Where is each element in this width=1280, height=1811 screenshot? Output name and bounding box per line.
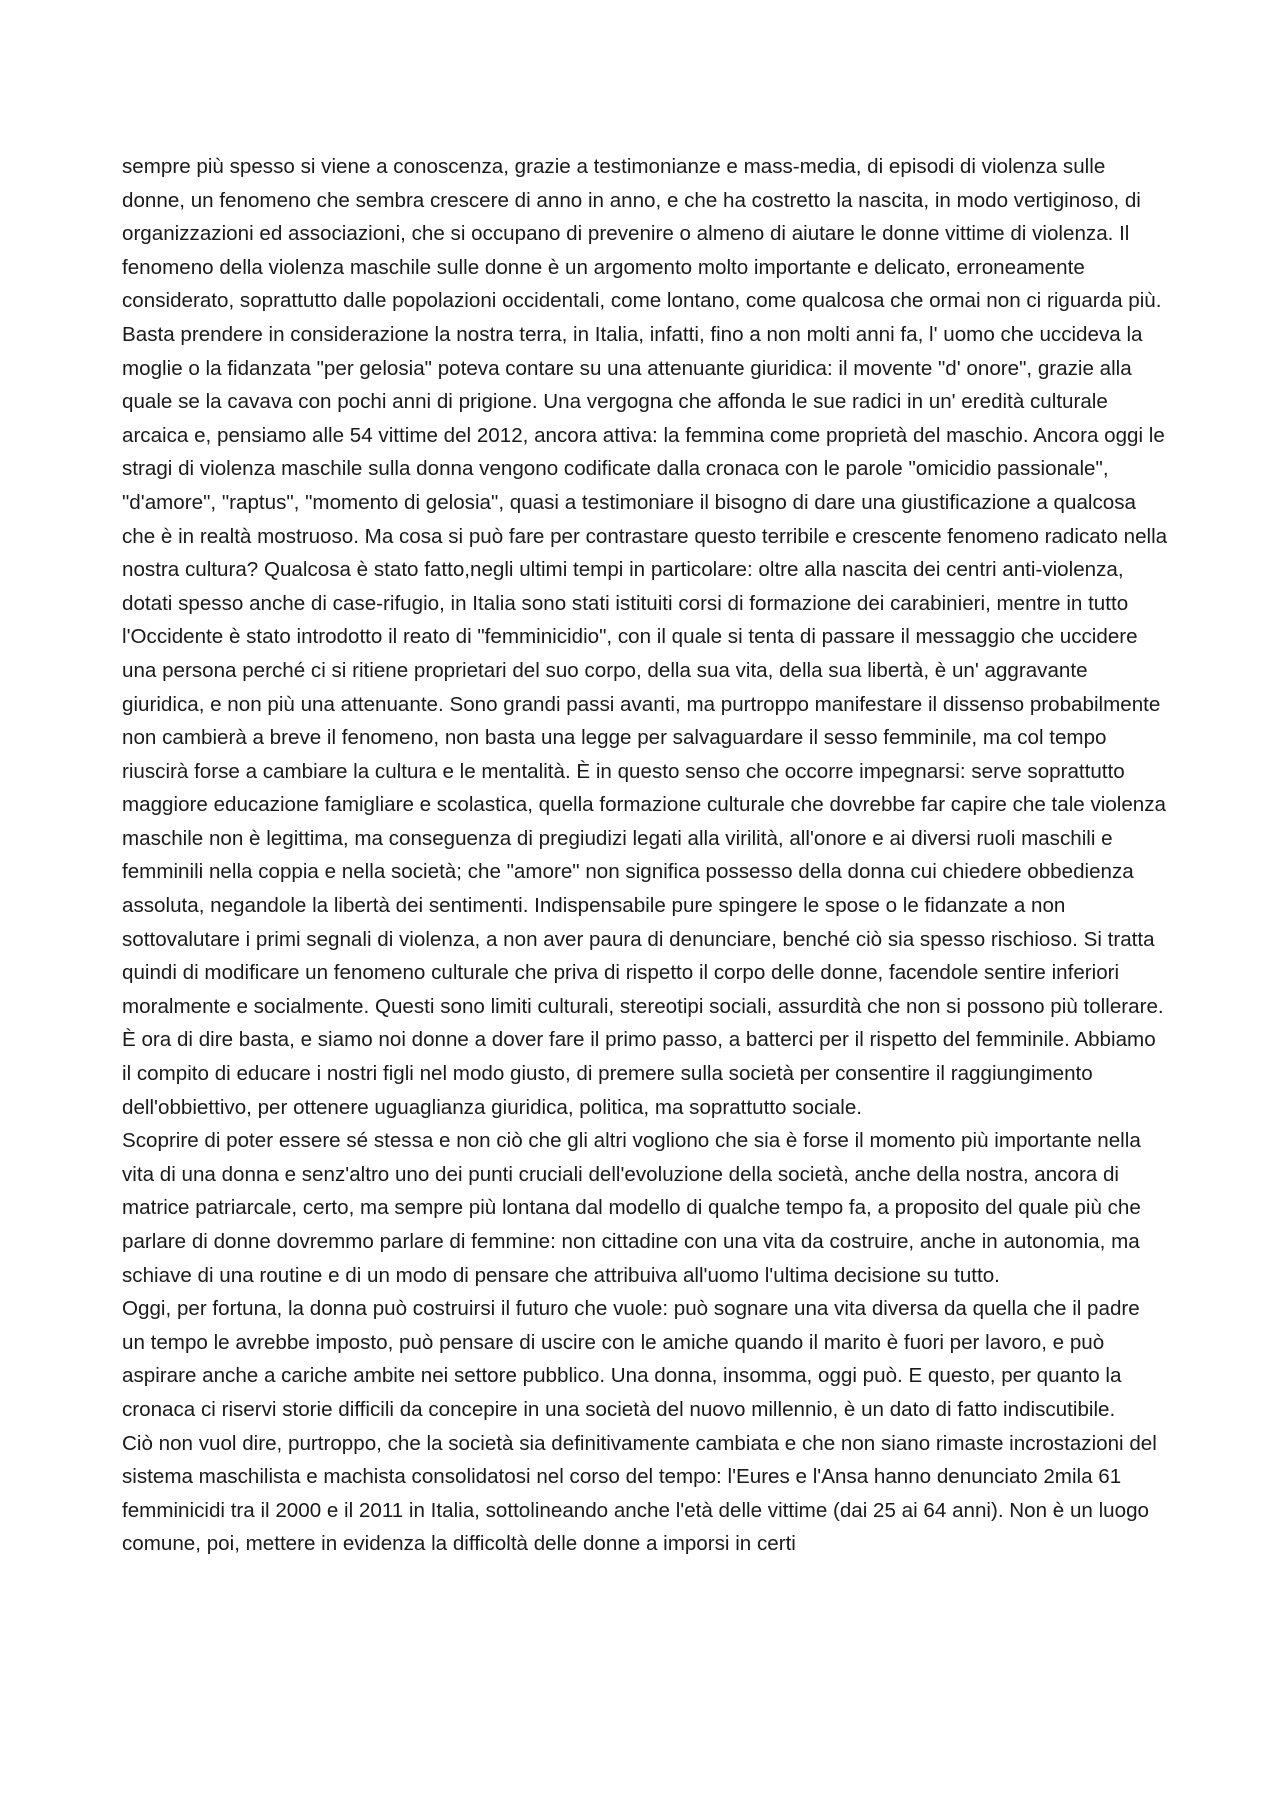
- document-body: [122, 150, 1168, 1561]
- paragraph-oggi-per-fortuna: Oggi, per fortuna, la donna può costruirsi il futuro che vuole: può sognare una vita diversa da quella che il padre un tempo le avrebbe imposto, può pensare di uscire con le amiche quando il marito è fuori per lavoro, e può aspirare anche a cariche ambite nei settore pubblico. Una donna, insomma, oggi può. E questo, per quanto la cronaca ci riservi storie difficili da concepire in una società del nuovo millennio, è un dato di fatto indiscutibile.: [122, 1297, 1140, 1421]
- paragraph-scoprire-se-stessa: Scoprire di poter essere sé stessa e non ciò che gli altri vogliono che sia è forse il momento più importante nella vita di una donna e senz'altro uno dei punti cruciali dell'evoluzione della società, anche della nostra, ancora di matrice patriarcale, certo, ma sempre più lontana dal modello di qualche tempo fa, a proposito del quale più che parlare di donne dovremmo parlare di femmine: non cittadine con una vita da costruire, anche in autonomia, ma schiave di una routine e di un modo di pensare che attribuiva all'uomo l'ultima decisione su tutto.: [122, 1129, 1141, 1287]
- paragraph-societa-non-cambiata: Ciò non vuol dire, purtroppo, che la società sia definitivamente cambiata e che non siano rimaste incrostazioni del sistema maschilista e machista consolidatosi nel corso del tempo: l'Eures e l'Ansa hanno denunciato 2mila 61 femminicidi tra il 2000 e il 2011 in Italia, sottolineando anche l'età delle vittime (dai 25 ai 64 anni). Non è un luogo comune, poi, mettere in evidenza la difficoltà delle donne a imporsi in certi: [122, 1431, 1157, 1556]
- paragraph-violenza-sulle-donne: sempre più spesso si viene a conoscenza, grazie a testimonianze e mass-media, di episodi di violenza sulle donne, un fenomeno che sembra crescere di anno in anno, e che ha costretto la nascita, in modo vertiginoso, di organizzazioni ed associazioni, che si occupano di prevenire o almeno di aiutare le donne vittime di violenza. Il fenomeno della violenza maschile sulle donne è un argomento molto importante e delicato, erroneamente considerato, soprattutto dalle popolazioni occidentali, come lontano, come qualcosa che ormai non ci riguarda più. Basta prendere in considerazione la nostra terra, in Italia, infatti, fino a non molti anni fa, l' uomo che uccideva la moglie o la fidanzata "per gelosia" poteva contare su una attenuante giuridica: il movente "d' onore", grazie alla quale se la cavava con pochi anni di prigione. Una vergogna che affonda le sue radici in un' eredità culturale arcaica e, pensiamo alle 54 vittime del 2012, ancora attiva: la femmina come proprietà del maschio. Ancora oggi le stragi di violenza maschile sulla donna vengono codificate dalla cronaca con le parole "omicidio passionale", "d'amore", "raptus", "momento di gelosia", quasi a testimoniare il bisogno di dare una giustificazione a qualcosa che è in realtà mostruoso. Ma cosa si può fare per contrastare questo terribile e crescente fenomeno radicato nella nostra cultura? Qualcosa è stato fatto,negli ultimi tempi in particolare: oltre alla nascita dei centri anti-violenza, dotati spesso anche di case-rifugio, in Italia sono stati istituiti corsi di formazione dei carabinieri, mentre in tutto l'Occidente è stato introdotto il reato di "femminicidio", con il quale si tenta di passare il messaggio che uccidere una persona perché ci si ritiene proprietari del suo corpo, della sua vita, della sua libertà, è un' aggravante giuridica, e non più una attenuante. Sono grandi passi avanti, ma purtroppo manifestare il dissenso probabilmente non cambierà a breve il fenomeno, non basta una legge per salvaguardare il sesso femminile, ma col tempo riuscirà forse a cambiare la cultura e le mentalità. È in questo senso che occorre impegnarsi: serve soprattutto maggiore educazione famigliare e scolastica, quella formazione culturale che dovrebbe far capire che tale violenza maschile non è legittima, ma conseguenza di pregiudizi legati alla virilità, all'onore e ai diversi ruoli maschili e femminili nella coppia e nella società; che "amore" non significa possesso della donna cui chiedere obbedienza assoluta, negandole la libertà dei sentimenti. Indispensabile pure spingere le spose o le fidanzate a non sottovalutare i primi segnali di violenza, a non aver paura di denunciare, benché ciò sia spesso rischioso. Si tratta quindi di modificare un fenomeno culturale che priva di rispetto il corpo delle donne, facendole sentire inferiori moralmente e socialmente. Questi sono limiti culturali, stereotipi sociali, assurdità che non si possono più tollerare. È ora di dire basta, e siamo noi donne a dover fare il primo passo, a batterci per il rispetto del femminile. Abbiamo il compito di educare i nostri figli nel modo giusto, di premere sulla società per consentire il raggiungimento dell'obbiettivo, per ottenere uguaglianza giuridica, politica, ma soprattutto sociale.: [122, 155, 1168, 1119]
